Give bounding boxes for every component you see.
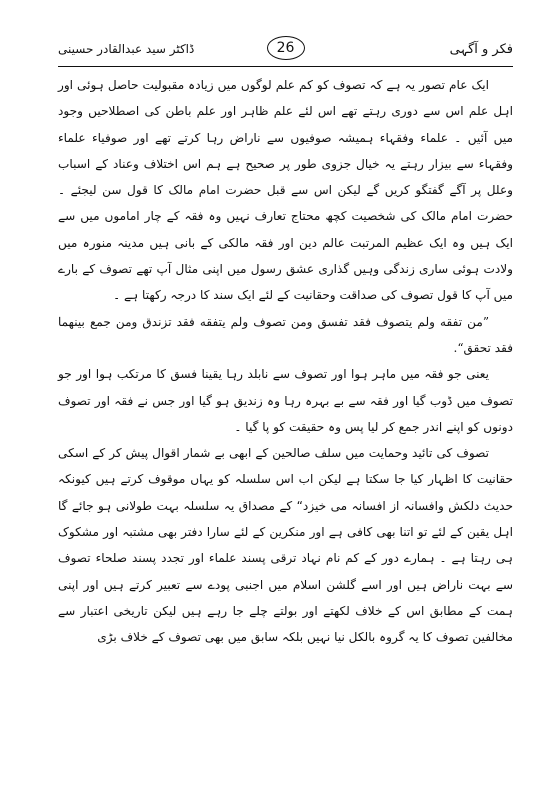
page-body [58, 72, 513, 651]
paragraph: ایک عام تصور یہ ہے کہ تصوف کو کم علم لوگوں میں زیادہ مقبولیت حاصل ہوئی اور اہل علم اس سے دوری رہتے تھے اس لئے علم ظاہر اور علم باطن کی اصطلاحیں وجود میں آئیں ۔ علماء وفقہاء ہمیشہ صوفیوں سے ناراض رہا کرتے تھے اور صوفیاء علماء وفقہاء سے بیزار رہتے یہ خیال جزوی طور پر صحیح ہے ہم اس اختلاف وعناد کے اسباب وعلل پر آگے گفتگو کریں گے لیکن اس سے قبل حضرت امام مالک کا قول سن لیجئے ۔ حضرت امام مالک کی شخصیت کچھ محتاج تعارف نہیں وہ فقہ کے چار اماموں میں سے ایک ہیں وہ ایک عظیم المرتبت عالم دین اور فقہ مالکی کے بانی ہیں مدینہ منورہ میں ولادت ہوئی ساری زندگی وہیں گذاری عشق رسول میں اپنی مثال آپ تھے تصوف کے بارے میں آپ کا قول تصوف کی صداقت وحقانیت کے لئے ایک سند کا درجہ رکھتا ہے ۔ [58, 78, 513, 303]
page-number: 26 [267, 36, 305, 60]
paragraph: تصوف کی تائید وحمایت میں سلف صالحین کے ابھی بے شمار اقوال پیش کر کے اسکی حقانیت کا اظہار کیا جا سکتا ہے لیکن اب اس سلسلہ کو یہاں موقوف کرتے ہیں کیونکہ حدیث دلکش وافسانہ از افسانہ می خیزد“ کے مصداق یہ سلسلہ بہت طولانی ہو جائے گا اہل یقین کے لئے تو اتنا بھی کافی ہے اور منکرین کے لئے سارا دفتر بھی مشتبہ اور مشکوک ہی رہتا ہے ۔ ہمارے دور کے کم نام نہاد ترقی پسند علماء اور تجدد پسند صلحاء تصوف سے بہت ناراض ہیں اور اسے گلشن اسلام میں اجنبی پودے سے تعبیر کرتے ہیں اور اپنی ہمت کے مطابق اس کے خلاف لکھتے اور بولتے چلے جا رہے ہیں لیکن تاریخی اعتبار سے مخالفین تصوف کا یہ گروہ بالکل نیا نہیں بلکہ سابق میں بھی تصوف کے خلاف بڑی [58, 446, 513, 645]
page-header [58, 32, 513, 68]
arabic-quote: ”من تفقه ولم يتصوف فقد تفسق ومن تصوف ولم يتفقه فقد تزندق ومن جمع بينهما فقد تحقق“. [58, 314, 513, 355]
book-title: فکر و آگہی [449, 42, 513, 57]
paragraph: یعنی جو فقہ میں ماہر ہوا اور تصوف سے نابلد رہا یقینا فسق کا مرتکب ہوا اور جو تصوف میں ڈوب گیا اور فقہ سے بے بہرہ رہا وہ زندیق ہو گیا اور جس نے فقہ اور تصوف دونوں کو اپنے اندر جمع کر لیا پس وہ حقیقت کو پا گیا ۔ [58, 367, 513, 434]
author-name: ڈاکٹر سید عبدالقادر حسینی [58, 42, 195, 56]
header-divider [58, 66, 513, 67]
